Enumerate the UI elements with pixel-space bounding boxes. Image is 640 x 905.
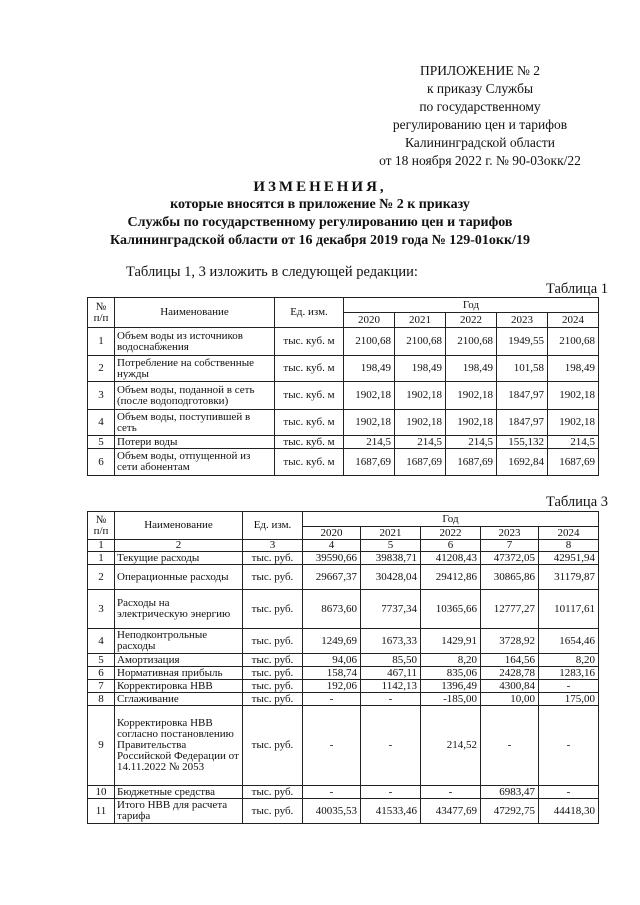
column-number: 4 — [303, 540, 361, 552]
row-name: Потери воды — [115, 436, 275, 449]
year-header: 2020 — [344, 313, 395, 328]
row-value: 8,20 — [421, 654, 481, 667]
table-row — [88, 449, 599, 476]
table-row — [88, 654, 599, 667]
row-unit: тыс. руб. — [243, 552, 303, 565]
row-value: 1902,18 — [446, 382, 497, 410]
table-row — [88, 799, 599, 824]
year-header: 2023 — [481, 527, 539, 540]
row-value: 1142,13 — [361, 680, 421, 693]
row-value: - — [303, 706, 361, 786]
row-name: Объем воды, поступившей в сеть — [115, 410, 275, 436]
row-unit: тыс. руб. — [243, 680, 303, 693]
row-value: 7737,34 — [361, 590, 421, 629]
row-value: 1687,69 — [548, 449, 599, 476]
header-year: Год — [303, 512, 599, 527]
row-number: 11 — [88, 799, 115, 824]
row-value: 1902,18 — [548, 382, 599, 410]
table-row — [88, 667, 599, 680]
year-header: 2023 — [497, 313, 548, 328]
table-3 — [87, 511, 599, 824]
row-value: - — [481, 706, 539, 786]
row-number: 1 — [88, 552, 115, 565]
row-value: 47292,75 — [481, 799, 539, 824]
row-number: 6 — [88, 449, 115, 476]
column-number: 7 — [481, 540, 539, 552]
row-name: Потребление на собственные нужды — [115, 356, 275, 382]
title-line: которые вносятся в приложение № 2 к приказу — [170, 197, 470, 212]
row-unit: тыс. руб. — [243, 590, 303, 629]
row-value: 155,132 — [497, 436, 548, 449]
header-num: № п/п — [88, 298, 115, 328]
title-line: Калининградской области от 16 декабря 2019 года № 129-01окк/19 — [110, 233, 530, 248]
row-value: 2100,68 — [446, 328, 497, 356]
row-value: 10365,66 — [421, 590, 481, 629]
document-title — [70, 178, 570, 250]
header-unit: Ед. изм. — [243, 512, 303, 540]
row-value: 214,5 — [446, 436, 497, 449]
row-value: - — [421, 786, 481, 799]
row-name: Объем воды, отпущенной из сети абонентам — [115, 449, 275, 476]
row-value: 31179,87 — [539, 565, 599, 590]
table-row — [88, 706, 599, 786]
row-unit: тыс. руб. — [243, 654, 303, 667]
row-name: Корректировка НВВ согласно постановлению Правительства Российской Федерации от 14.11.2022 № 2053 — [115, 706, 243, 786]
row-number: 2 — [88, 565, 115, 590]
row-number: 1 — [88, 328, 115, 356]
header-unit: Ед. изм. — [275, 298, 344, 328]
row-value: 1949,55 — [497, 328, 548, 356]
header-year: Год — [344, 298, 599, 313]
appendix-line: Калининградской области — [404, 135, 556, 150]
year-header: 2021 — [361, 527, 421, 540]
title-heading: ИЗМЕНЕНИЯ, — [253, 179, 387, 195]
column-number-row — [88, 540, 599, 552]
row-name: Операционные расходы — [115, 565, 243, 590]
row-name: Сглаживание — [115, 693, 243, 706]
intro-text: Таблицы 1, 3 изложить в следующей редакции: — [126, 264, 418, 280]
row-value: 30865,86 — [481, 565, 539, 590]
row-value: 94,06 — [303, 654, 361, 667]
row-value: 42951,94 — [539, 552, 599, 565]
column-number: 3 — [243, 540, 303, 552]
row-value: 10117,61 — [539, 590, 599, 629]
year-header: 2020 — [303, 527, 361, 540]
table-row — [88, 680, 599, 693]
row-number: 8 — [88, 693, 115, 706]
row-number: 2 — [88, 356, 115, 382]
row-value: 1692,84 — [497, 449, 548, 476]
row-value: 8673,60 — [303, 590, 361, 629]
table-row — [88, 382, 599, 410]
row-value: 2100,68 — [395, 328, 446, 356]
row-name: Объем воды из источников водоснабжения — [115, 328, 275, 356]
row-name: Амортизация — [115, 654, 243, 667]
header-name: Наименование — [115, 512, 243, 540]
row-name: Нормативная прибыль — [115, 667, 243, 680]
row-number: 6 — [88, 667, 115, 680]
row-value: 1687,69 — [395, 449, 446, 476]
appendix-header — [330, 62, 630, 170]
row-value: 10,00 — [481, 693, 539, 706]
row-value: 2100,68 — [548, 328, 599, 356]
row-unit: тыс. руб. — [243, 786, 303, 799]
appendix-line: к приказу Службы — [426, 81, 534, 96]
row-value: 198,49 — [344, 356, 395, 382]
appendix-line: по государственному — [419, 99, 541, 114]
row-value: 41208,43 — [421, 552, 481, 565]
row-value: 1902,18 — [446, 410, 497, 436]
row-value: 1654,46 — [539, 629, 599, 654]
row-value: 1847,97 — [497, 382, 548, 410]
row-unit: тыс. руб. — [243, 565, 303, 590]
row-value: 12777,27 — [481, 590, 539, 629]
row-value: 8,20 — [539, 654, 599, 667]
row-number: 10 — [88, 786, 115, 799]
column-number: 8 — [539, 540, 599, 552]
row-value: 198,49 — [548, 356, 599, 382]
row-value: 1902,18 — [395, 382, 446, 410]
row-value: 1396,49 — [421, 680, 481, 693]
row-value: 101,58 — [497, 356, 548, 382]
row-value: 1283,16 — [539, 667, 599, 680]
row-value: 30428,04 — [361, 565, 421, 590]
row-unit: тыс. руб. — [243, 693, 303, 706]
row-value: 2100,68 — [344, 328, 395, 356]
row-number: 9 — [88, 706, 115, 786]
row-value: 1902,18 — [395, 410, 446, 436]
row-name: Текущие расходы — [115, 552, 243, 565]
table-row — [88, 565, 599, 590]
row-value: 198,49 — [395, 356, 446, 382]
row-value: -185,00 — [421, 693, 481, 706]
header-name: Наименование — [115, 298, 275, 328]
year-header: 2021 — [395, 313, 446, 328]
table-row — [88, 410, 599, 436]
table-1 — [87, 297, 599, 476]
header-num: № п/п — [88, 512, 115, 540]
row-value: 29412,86 — [421, 565, 481, 590]
row-value: 43477,69 — [421, 799, 481, 824]
row-value: 835,06 — [421, 667, 481, 680]
row-value: 29667,37 — [303, 565, 361, 590]
row-name: Объем воды, поданной в сеть (после водоподготовки) — [115, 382, 275, 410]
row-value: 2428,78 — [481, 667, 539, 680]
row-unit: тыс. руб. — [243, 629, 303, 654]
header-row — [88, 298, 599, 313]
row-name: Неподконтрольные расходы — [115, 629, 243, 654]
row-value: - — [539, 706, 599, 786]
row-value: 1902,18 — [344, 410, 395, 436]
row-value: 1249,69 — [303, 629, 361, 654]
table-row — [88, 436, 599, 449]
year-header: 2022 — [446, 313, 497, 328]
column-number: 5 — [361, 540, 421, 552]
appendix-line: регулированию цен и тарифов — [392, 117, 568, 132]
table-row — [88, 693, 599, 706]
row-value: 39590,66 — [303, 552, 361, 565]
row-value: 198,49 — [446, 356, 497, 382]
row-value: 164,56 — [481, 654, 539, 667]
row-number: 5 — [88, 654, 115, 667]
row-value: 1673,33 — [361, 629, 421, 654]
row-value: 3728,92 — [481, 629, 539, 654]
row-value: 1902,18 — [548, 410, 599, 436]
row-value: 85,50 — [361, 654, 421, 667]
table-row — [88, 356, 599, 382]
table1-caption: Таблица 1 — [545, 281, 608, 297]
table-row — [88, 552, 599, 565]
row-value: - — [361, 706, 421, 786]
row-number: 3 — [88, 382, 115, 410]
row-value: 214,5 — [548, 436, 599, 449]
row-value: 175,00 — [539, 693, 599, 706]
row-value: 47372,05 — [481, 552, 539, 565]
row-name: Итого НВВ для расчета тарифа — [115, 799, 243, 824]
column-number: 6 — [421, 540, 481, 552]
row-value: 158,74 — [303, 667, 361, 680]
appendix-line: ПРИЛОЖЕНИЕ № 2 — [419, 63, 541, 78]
row-name: Бюджетные средства — [115, 786, 243, 799]
row-value: 214,5 — [395, 436, 446, 449]
row-unit: тыс. куб. м — [275, 449, 344, 476]
table-row — [88, 786, 599, 799]
column-number: 2 — [115, 540, 243, 552]
row-value: 214,5 — [344, 436, 395, 449]
row-unit: тыс. куб. м — [275, 356, 344, 382]
row-value: 41533,46 — [361, 799, 421, 824]
row-value: 1687,69 — [446, 449, 497, 476]
year-header: 2024 — [548, 313, 599, 328]
year-header: 2022 — [421, 527, 481, 540]
row-value: - — [361, 786, 421, 799]
row-value: 39838,71 — [361, 552, 421, 565]
row-value: - — [361, 693, 421, 706]
row-unit: тыс. руб. — [243, 799, 303, 824]
title-line: Службы по государственному регулированию цен и тарифов — [127, 215, 513, 230]
row-value: 1902,18 — [344, 382, 395, 410]
row-value: - — [303, 693, 361, 706]
row-value: 214,52 — [421, 706, 481, 786]
table-row — [88, 590, 599, 629]
row-number: 5 — [88, 436, 115, 449]
row-value: 1847,97 — [497, 410, 548, 436]
row-number: 3 — [88, 590, 115, 629]
row-unit: тыс. куб. м — [275, 436, 344, 449]
row-number: 4 — [88, 629, 115, 654]
row-value: 44418,30 — [539, 799, 599, 824]
row-unit: тыс. куб. м — [275, 328, 344, 356]
row-value: 4300,84 — [481, 680, 539, 693]
column-number: 1 — [88, 540, 115, 552]
row-value: - — [303, 786, 361, 799]
row-value: 467,11 — [361, 667, 421, 680]
row-unit: тыс. куб. м — [275, 382, 344, 410]
row-value: 1687,69 — [344, 449, 395, 476]
row-number: 7 — [88, 680, 115, 693]
row-value: 192,06 — [303, 680, 361, 693]
row-value: - — [539, 786, 599, 799]
table3-caption: Таблица 3 — [545, 494, 608, 510]
row-unit: тыс. руб. — [243, 706, 303, 786]
row-value: 40035,53 — [303, 799, 361, 824]
row-value: - — [539, 680, 599, 693]
row-value: 1429,91 — [421, 629, 481, 654]
appendix-line: от 18 ноября 2022 г. № 90-03окк/22 — [379, 153, 581, 168]
table-row — [88, 328, 599, 356]
row-name: Расходы на электрическую энергию — [115, 590, 243, 629]
row-number: 4 — [88, 410, 115, 436]
header-row — [88, 512, 599, 527]
row-value: 6983,47 — [481, 786, 539, 799]
table-row — [88, 629, 599, 654]
row-name: Корректировка НВВ — [115, 680, 243, 693]
row-unit: тыс. куб. м — [275, 410, 344, 436]
year-header: 2024 — [539, 527, 599, 540]
row-unit: тыс. руб. — [243, 667, 303, 680]
